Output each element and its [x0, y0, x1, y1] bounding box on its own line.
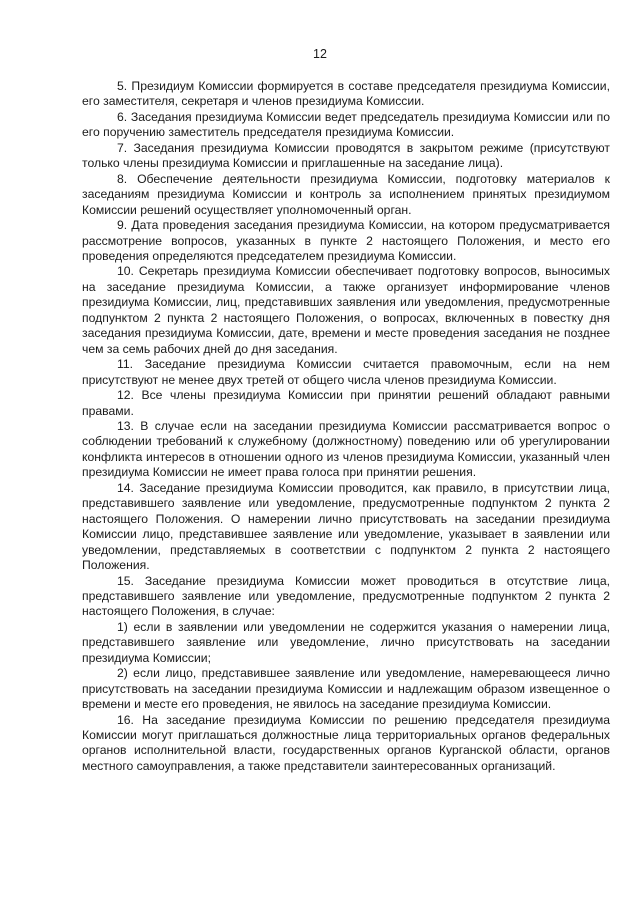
paragraph-12: 12. Все члены президиума Комиссии при принятии решений обладают равными правами. [82, 388, 610, 418]
document-body [82, 79, 610, 774]
paragraph-6: 6. Заседания президиума Комиссии ведет председатель президиума Комиссии или по его поручению заместитель председателя президиума Комиссии. [82, 109, 610, 140]
paragraph-11: 11. Заседание президиума Комиссии считается правомочным, если на нем присутствуют не менее двух третей от общего числа членов президиума Комиссии. [82, 357, 610, 387]
paragraph-14: 14. Заседание президиума Комиссии проводится, как правило, в присутствии лица, представившего заявление или уведомление, предусмотренные подпунктом 2 пункта 2 настоящего Положения. О намерении лично присутствовать на заседании президиума Комиссии лицо, представившее заявление или уведомление, указывает в заявлении или уведомлении, представляемых в соответствии с подпунктом 2 пункта 2 настоящего Положения. [82, 480, 610, 573]
page-number: 12 [313, 47, 327, 61]
paragraph-15: 15. Заседание президиума Комиссии может проводиться в отсутствие лица, представившего заявление или уведомление, предусмотренные подпунктом 2 пункта 2 настоящего Положения, в случае: [82, 573, 610, 619]
paragraph-15-subitem-2: 2) если лицо, представившее заявление или уведомление, намеревающееся лично присутствовать на заседании президиума Комиссии и надлежащим образом извещенное о времени и месте его проведения, не явилось на заседание президиума Комиссии. [82, 666, 610, 712]
paragraph-9: 9. Дата проведения заседания президиума Комиссии, на котором предусматривается рассмотрение вопросов, указанных в пункте 2 настоящего Положения, и место его проведения определяются председателем президиума Комиссии. [82, 218, 610, 263]
paragraph-5: 5. Президиум Комиссии формируется в составе председателя президиума Комиссии, его заместителя, секретаря и членов президиума Комиссии. [82, 79, 610, 109]
paragraph-13: 13. В случае если на заседании президиума Комиссии рассматривается вопрос о соблюдении требований к служебному (должностному) поведению или об урегулировании конфликта интересов в отношении одного из членов президиума Комиссии, указанный член президиума Комиссии не имеет права голоса при принятии решения. [82, 418, 610, 480]
paragraph-8: 8. Обеспечение деятельности президиума Комиссии, подготовку материалов к заседаниям президиума Комиссии и контроль за исполнением принятых президиумом Комиссии решений осуществляет уполномоченный орган. [82, 171, 610, 217]
paragraph-16: 16. На заседание президиума Комиссии по решению председателя президиума Комиссии могут приглашаться должностные лица территориальных органов федеральных органов исполнительной власти, государственных органов Курганской области, органов местного самоуправления, а также представители заинтересованных организаций. [82, 712, 610, 773]
paragraph-7: 7. Заседания президиума Комиссии проводятся в закрытом режиме (присутствуют только члены президиума Комиссии и приглашенные на заседание лица). [82, 140, 610, 171]
paragraph-15-subitem-1: 1) если в заявлении или уведомлении не содержится указания о намерении лица, представившего заявление или уведомление, лично присутствовать на заседании президиума Комиссии; [82, 619, 610, 665]
paragraph-10: 10. Секретарь президиума Комиссии обеспечивает подготовку вопросов, выносимых на заседание президиума Комиссии, а также организует информирование членов президиума Комиссии, лиц, представивших заявления или уведомления, предусмотренные подпунктом 2 пункта 2 настоящего Положения, о вопросах, включенных в повестку дня заседания президиума Комиссии, дате, времени и месте проведения заседания не позднее чем за семь рабочих дней до дня заседания. [82, 264, 610, 356]
